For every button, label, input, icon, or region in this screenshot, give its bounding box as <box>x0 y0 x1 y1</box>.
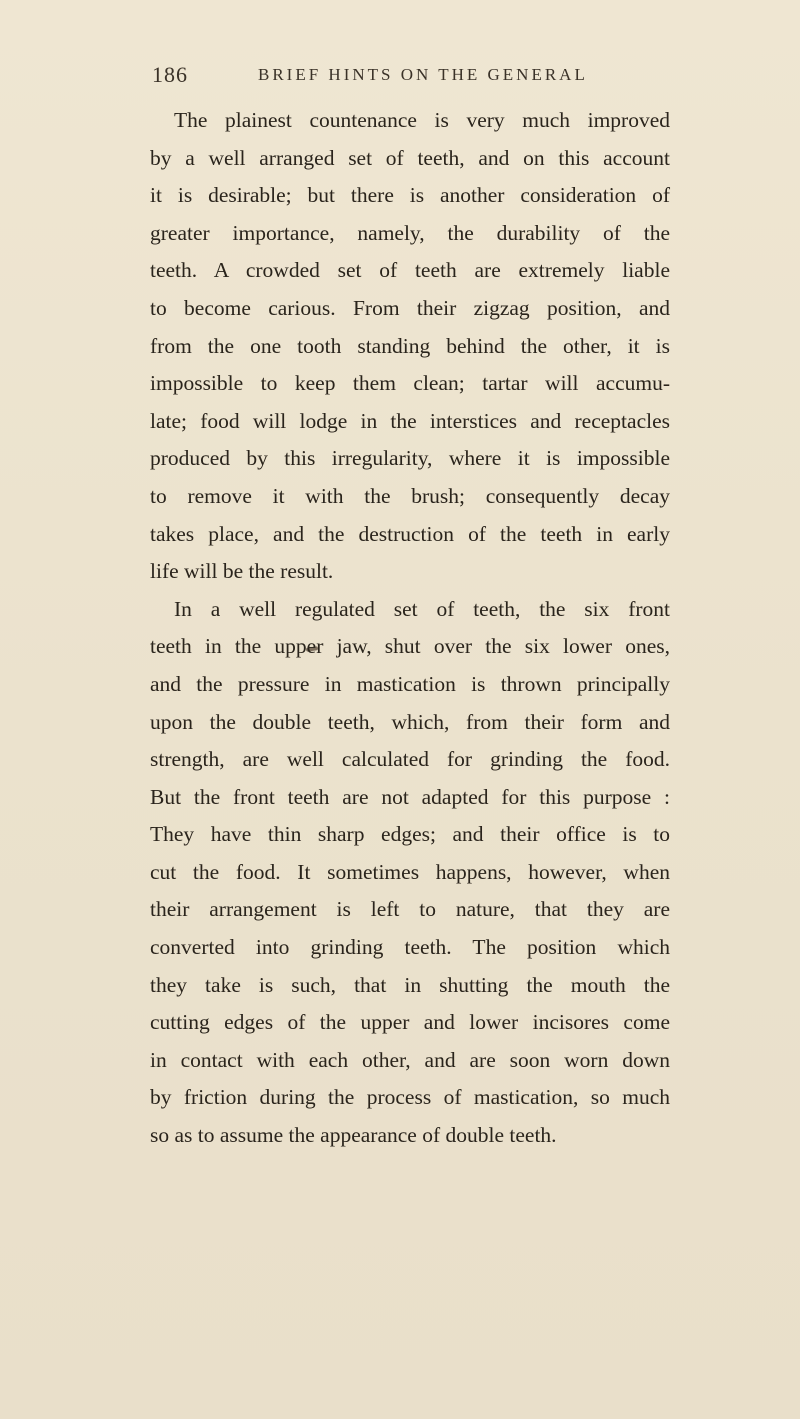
page-header <box>152 62 672 92</box>
page-number: 186 <box>152 62 188 87</box>
text-line: But the front teeth are not adapted for this purpose : <box>150 784 670 809</box>
text-line: strength, are well calculated for grinding the food. <box>150 747 670 772</box>
text-line: life will be the result. <box>150 559 334 584</box>
text-line: upon the double teeth, which, from their form and <box>150 709 670 734</box>
text-line: to remove it with the brush; consequently decay <box>150 483 670 508</box>
text-line: produced by this irregularity, where it is impossible <box>150 446 670 471</box>
text-line: it is desirable; but there is another consideration of <box>150 183 670 208</box>
text-line: and the pressure in mastication is thrown principally <box>150 671 670 696</box>
text-line: by friction during the process of mastication, so much <box>150 1085 670 1110</box>
text-line: The plainest countenance is very much improved <box>174 108 670 132</box>
text-line: greater importance, namely, the durability of the <box>150 220 670 245</box>
text-line: their arrangement is left to nature, that they are <box>150 897 670 922</box>
text-line: teeth. A crowded set of teeth are extremely liable <box>150 258 670 283</box>
body-text <box>150 102 670 1155</box>
text-line: cut the food. It sometimes happens, however, when <box>150 859 670 884</box>
text-line: from the one tooth standing behind the other, it is <box>150 333 670 358</box>
text-line: converted into grinding teeth. The position which <box>150 935 670 960</box>
text-line: so as to assume the appearance of double teeth. <box>150 1123 557 1148</box>
running-head: BRIEF HINTS ON THE GENERAL <box>258 65 588 84</box>
text-line: to become carious. From their zigzag position, and <box>150 295 670 320</box>
text-line: late; food will lodge in the interstices and receptacles <box>150 408 670 433</box>
text-line: takes place, and the destruction of the teeth in early <box>150 521 670 546</box>
text-line: cutting edges of the upper and lower incisores come <box>150 1010 670 1035</box>
text-line: teeth in the upper jaw, shut over the six lower ones, <box>150 634 670 659</box>
text-line: They have thin sharp edges; and their office is to <box>150 822 670 847</box>
text-line: in contact with each other, and are soon worn down <box>150 1047 670 1072</box>
text-line: In a well regulated set of teeth, the six front <box>174 596 670 621</box>
text-line: impossible to keep them clean; tartar will accumu- <box>150 371 670 396</box>
text-line: they take is such, that in shutting the mouth the <box>150 972 670 997</box>
text-line: by a well arranged set of teeth, and on this account <box>150 145 670 170</box>
